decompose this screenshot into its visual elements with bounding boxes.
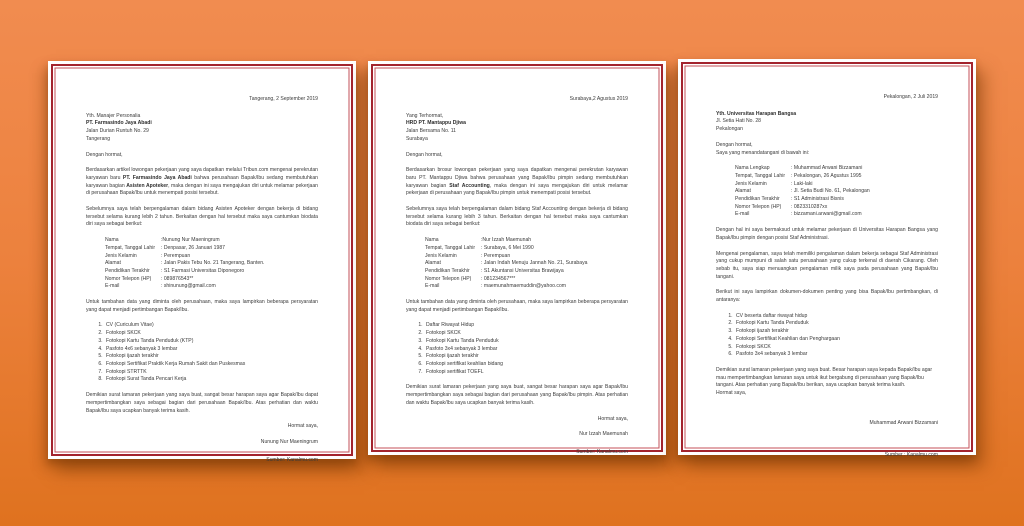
source-credit: Sumber : Kanalmu.com <box>884 451 938 458</box>
recipient-line: Jl. Setia Hati No. 28 <box>716 118 762 125</box>
biodata-value: : bizzamani.arwani@gmail.com <box>791 211 862 218</box>
biodata-row <box>735 165 938 173</box>
attachment-item: 4. Pasfoto 4x6 sebanyak 3 lembar <box>104 346 318 354</box>
biodata-value: : Muhammad Arwani Bizzamani <box>791 165 863 172</box>
biodata-value: :Nur Izzah Maemunah <box>481 237 532 244</box>
apply-paragraph: Dengan hal ini saya bermaksud untuk melamar pekerjaan di Universitas Harapan Bangsa yang Bapak/Ibu pimpin dengan posisi Staf Administrasi. <box>716 227 938 241</box>
recipient-block <box>406 113 628 144</box>
closing-paragraph: Demikian surat lamaran pekerjaan yang saya buat, sangat besar harapan saya agar Bapak/Ibu dapat mempertimbangkan saya sebagai bagian dari perusahaan Bapak/Ibu. Atas perhatian dan waktu Bapak/Ibu saya ucapkan banyak terima kasih. <box>86 392 318 414</box>
biodata-label: Nomor Telepon (HP) <box>105 275 152 282</box>
biodata-value: : Perempuan <box>481 252 511 259</box>
biodata-value: : maemunahmaemuddin@yahoo.com <box>481 283 567 290</box>
attachment-item: 2. Fotokopi SKCK <box>104 330 318 338</box>
biodata-label: E-mail <box>105 283 120 290</box>
biodata-row <box>735 188 938 196</box>
intro-text: Berdasarkan artikel lowongan pekerjaan yang saya dapatkan melalui Tribun.com mengenai perekrutan karyawan baru <box>86 167 318 181</box>
biodata-value: : 089876543** <box>161 275 194 282</box>
intro-text: , maka dengan ini saya mengajukan diri untuk melamar pekerjaan di perusahaan Bapak/Ibu untuk menempati posisi tersebut. <box>86 182 318 197</box>
attachments-intro-paragraph: Berikut ini saya lampirkan dokumen-dokumen penting yang bisa Bapak/Ibu pertimbangkan, di antaranya: <box>716 289 938 304</box>
biodata-row <box>425 268 628 276</box>
attachment-item: 3. Fotokopi Kartu Tanda Penduduk (KTP) <box>104 338 318 346</box>
intro-text: bahwa perusahaan Bapak/Ibu sedang membutuhkan karyawan bagian <box>86 174 318 189</box>
biodata-row <box>425 245 628 253</box>
biodata-row <box>105 260 318 268</box>
intro-text: , maka dengan ini saya mengajukan diri untuk melamar pekerjaan di perusahaan yang Bapak/Ibu pimpin untuk menempati posisi tersebut. <box>406 182 628 197</box>
biodata-row <box>105 268 318 276</box>
biodata-row <box>735 173 938 181</box>
attachment-item: 2. Fotokopi SKCK <box>424 330 628 338</box>
attachment-item: 4. Fotokopi Sertifikat Keahlian dan Penghargaan <box>734 336 938 344</box>
biodata-label: Pendidikan Terakhir <box>425 267 470 274</box>
biodata-block <box>735 165 938 219</box>
biodata-row <box>105 283 318 291</box>
attachment-item: 2. Fotokopi Kartu Tanda Penduduk <box>734 320 938 328</box>
biodata-value: : Surabaya, 6 Mei 1990 <box>481 244 534 251</box>
page-frame <box>371 64 663 455</box>
page-frame <box>681 62 973 458</box>
biodata-label: Jenis Kelamin <box>735 180 767 187</box>
attachment-item: 5. Fotokopi ijazah terakhir <box>104 353 318 361</box>
biodata-block <box>425 237 628 291</box>
biodata-value: : 0823310287xx <box>791 203 828 210</box>
biodata-value: : Laki-laki <box>791 180 813 187</box>
attachment-item: 3. Fotokopi ijazah terakhir <box>734 328 938 336</box>
biodata-label: Pendidikan Terakhir <box>105 267 150 274</box>
biodata-label: E-mail <box>425 283 440 290</box>
closing-paragraph: Demikian surat lamaran pekerjaan yang saya buat. Besar harapan saya kepada Bapak/Ibu agar mau mempertimbangkan lamaran saya untuk ikut bergabung di perusahaan yang Bapak/Ibu tangani. Atas perhatian yang Bapak/Ibu berikan, saya ucapkan banyak terima kasih. <box>716 366 933 389</box>
biodata-value: : Perempuan <box>161 252 191 259</box>
biodata-row <box>105 237 318 245</box>
biodata-label: E-mail <box>735 211 750 218</box>
attachment-item: 4. Pasfoto 3x4 sebanyak 3 lembar <box>424 346 628 354</box>
biodata-value: : S1 Administrasi Bisnis <box>791 196 844 203</box>
biodata-value: : Pekalongan, 26 Agustus 1995 <box>791 172 862 179</box>
recipient-line: Tangerang <box>86 135 111 142</box>
signoff-label: Hormat saya, <box>597 415 628 422</box>
recipient-line: Surabaya <box>406 135 428 142</box>
signature-block <box>716 420 938 459</box>
biodata-label: Tempat, Tanggal Lahir <box>735 172 786 179</box>
biodata-label: Alamat <box>425 260 441 267</box>
signoff-label: Hormat saya, <box>287 423 318 430</box>
attachments-list <box>406 322 628 376</box>
signoff-label: Hormat saya, <box>716 390 747 397</box>
signature-name: Nur Izzah Maemunah <box>579 431 628 438</box>
letter-content <box>373 66 661 457</box>
experience-paragraph: Sebelumnya saya telah berpengalaman dalam bidang Asisten Apoteker dengan bekerja di bidang tersebut selama kurang lebih 2 tahun. Berkaitan dengan hal tersebut maka saya cantumkan biodata diri saya sebagai berikut: <box>86 206 318 228</box>
biodata-row <box>735 204 938 212</box>
letter-content <box>683 64 971 459</box>
attachment-item: 8. Fotokopi Surat Tanda Pencari Kerja <box>104 376 318 384</box>
biodata-row <box>735 211 938 219</box>
experience-paragraph: Mengenai pengalaman, saya telah memiliki pengalaman dalam bekerja sebagai Staf Administrasi yang cukup mumpuni di salah satu perusahaan yang cukup terkenal di daerah Cikarang. Oleh sebab itu, saya siap menuangkan pengalaman milik saya pada perusahaan yang Bapak/Ibu tangani. <box>716 250 938 280</box>
biodata-label: Nama <box>105 237 119 244</box>
biodata-row <box>425 260 628 268</box>
biodata-value: : 081234567*** <box>481 275 516 282</box>
attachment-item: 7. Fotokopi sertifikat TOEFL <box>424 369 628 377</box>
biodata-label: Jenis Kelamin <box>425 252 457 259</box>
attachments-intro-paragraph: Untuk tambahan data yang diminta oleh perusahaan, maka saya lampirkan beberapa persyaratan yang dapat menjadi pertimbangan Bapak/Ibu. <box>86 299 318 313</box>
biodata-value: : S1 Farmasi Universitas Diponegoro <box>161 267 245 274</box>
attachment-item: 1. CV (Curiculum Vitae) <box>104 322 318 330</box>
biodata-value: : Denpasar, 26 Januari 1987 <box>161 244 225 251</box>
attachment-item: 1. Daftar Riwayat Hidup <box>424 322 628 330</box>
letter-page-1 <box>48 61 356 463</box>
attachment-item: 5. Fotokopi SKCK <box>734 344 938 352</box>
salutation: Dengan hormat, <box>716 141 753 148</box>
biodata-row <box>735 196 938 204</box>
recipient-block <box>86 113 318 144</box>
opening-paragraph <box>406 167 628 198</box>
biodata-row <box>105 276 318 284</box>
recipient-line: Jalan Durian Runtuh No. 29 <box>86 128 149 135</box>
biodata-label: Jenis Kelamin <box>105 252 137 259</box>
signature-block <box>86 423 318 464</box>
recipient-line: Yang Terhormat, <box>406 112 444 119</box>
experience-paragraph: Sebelumnya saya telah berpengalaman dalam bidang Staf Accounting dengan bekerja di bidang tersebut selama kurang lebih 3 tahun. Berkaitan dengan hal tersebut maka saya cantumkan biodata diri saya sebagai berikut: <box>406 206 628 228</box>
company-name: PT. Farmasindo Jaya Abadi <box>122 174 192 181</box>
attachments-intro-paragraph: Untuk tambahan data yang diminta oleh perusahaan, maka saya lampirkan beberapa persyaratan yang dapat menjadi pertimbangan Bapak/Ibu. <box>406 299 628 313</box>
biodata-label: Nomor Telepon (HP) <box>735 203 782 210</box>
biodata-row <box>425 283 628 291</box>
biodata-label: Alamat <box>105 260 121 267</box>
salutation-block <box>716 142 938 157</box>
closing-paragraph: Demikian surat lamaran pekerjaan yang saya buat, sangat besar harapan saya agar Bapak/Ibu mempertimbangkan saya sebagai bagian dari perusahaan yang Bapak/Ibu pimpin. Atas perhatian dan waktu Bapak/Ibu saya ucapkan banyak terima kasih. <box>406 384 628 406</box>
recipient-block <box>716 111 938 134</box>
attachment-item: 5. Fotokopi ijazah terakhir <box>424 353 628 361</box>
biodata-row <box>425 276 628 284</box>
biodata-value: : Jalan Indah Menuju Jannah No. 21, Surabaya <box>481 260 588 267</box>
biodata-label: Tempat, Tanggal Lahir <box>105 244 156 251</box>
recipient-company: PT. Farmasindo Jaya Abadi <box>86 120 152 127</box>
page-frame <box>51 64 353 463</box>
biodata-row <box>425 253 628 261</box>
source-credit: Sumber: Kanalmu.com <box>266 456 318 463</box>
salutation: Dengan hormat, <box>86 151 123 158</box>
recipient-company: Yth. Universitas Harapan Bangsa <box>716 110 797 117</box>
biodata-label: Nomor Telepon (HP) <box>425 275 472 282</box>
letter-content <box>53 66 351 464</box>
biodata-value: : shinunung@gmail.com <box>161 283 216 290</box>
source-credit: Sumber: Kanalmu.com <box>576 448 628 455</box>
attachments-list <box>86 322 318 384</box>
signature-name: Muhammad Arwani Bizzamani <box>869 419 938 426</box>
biodata-value: : Jalan Pakis Tebu No. 21 Tangerang, Banten. <box>161 260 265 267</box>
recipient-line: Yth. Manajer Personalia <box>86 112 141 119</box>
salutation-intro: Saya yang menandatangani di bawah ini: <box>716 149 810 156</box>
position-name: Staf Accounting <box>449 182 490 189</box>
attachment-item: 6. Fotokopi Sertifikat Praktik Kerja Rumah Sakit dan Puskesmas <box>104 361 318 369</box>
opening-paragraph <box>86 167 318 198</box>
attachment-item: 7. Fotokopi STRTTK <box>104 369 318 377</box>
attachment-item: 6. Fotokopi sertifikat keahlian bidang <box>424 361 628 369</box>
biodata-value: :Nunung Nur Maeningrum <box>161 237 220 244</box>
biodata-row <box>105 253 318 261</box>
letter-date: Pekalongan, 2 Juli 2019 <box>883 94 938 100</box>
biodata-row <box>735 181 938 189</box>
signature-block <box>406 416 628 457</box>
letter-page-2 <box>368 61 666 455</box>
position-name: Asisten Apoteker <box>126 182 169 189</box>
attachment-item: 6. Pasfoto 3x4 sebanyak 3 lembar <box>734 351 938 359</box>
salutation: Dengan hormat, <box>406 151 443 158</box>
intro-text: Berdasarkan brosur lowongan pekerjaan yang saya dapatkan mengenai perekrutan karyawan baru PT. Mantappu Djiwa bahwa perusahaan yang Bapak/Ibu pimpin sedang membutuhkan karyawan bagian <box>406 167 628 189</box>
attachment-item: 3. Fotokopi Kartu Tanda Penduduk <box>424 338 628 346</box>
biodata-label: Nama <box>425 237 439 244</box>
letter-date: Surabaya,2 Agustus 2019 <box>569 96 628 102</box>
signature-name: Nunung Nur Maeningrum <box>260 438 318 445</box>
biodata-label: Nama Lengkap <box>735 165 770 172</box>
biodata-value: : Jl. Setia Budi No. 61, Pekalongan <box>791 188 870 195</box>
biodata-block <box>105 237 318 291</box>
recipient-company: HRD PT. Mantappu Djiwa <box>406 120 466 127</box>
biodata-label: Pendidikan Terakhir <box>735 196 780 203</box>
biodata-value: : S1 Akuntansi Universitas Brawijaya <box>481 267 564 274</box>
biodata-row <box>105 245 318 253</box>
recipient-line: Pekalongan <box>716 126 743 133</box>
letter-date: Tangerang, 2 September 2019 <box>249 96 318 102</box>
recipient-line: Jalan Bersama No. 11 <box>406 128 457 135</box>
biodata-label: Alamat <box>735 188 751 195</box>
biodata-row <box>425 237 628 245</box>
attachment-item: 1. CV beserta daftar riwayat hidup <box>734 313 938 321</box>
biodata-label: Tempat, Tanggal Lahir <box>425 244 476 251</box>
attachments-list <box>716 313 938 359</box>
letter-page-3 <box>678 59 976 458</box>
